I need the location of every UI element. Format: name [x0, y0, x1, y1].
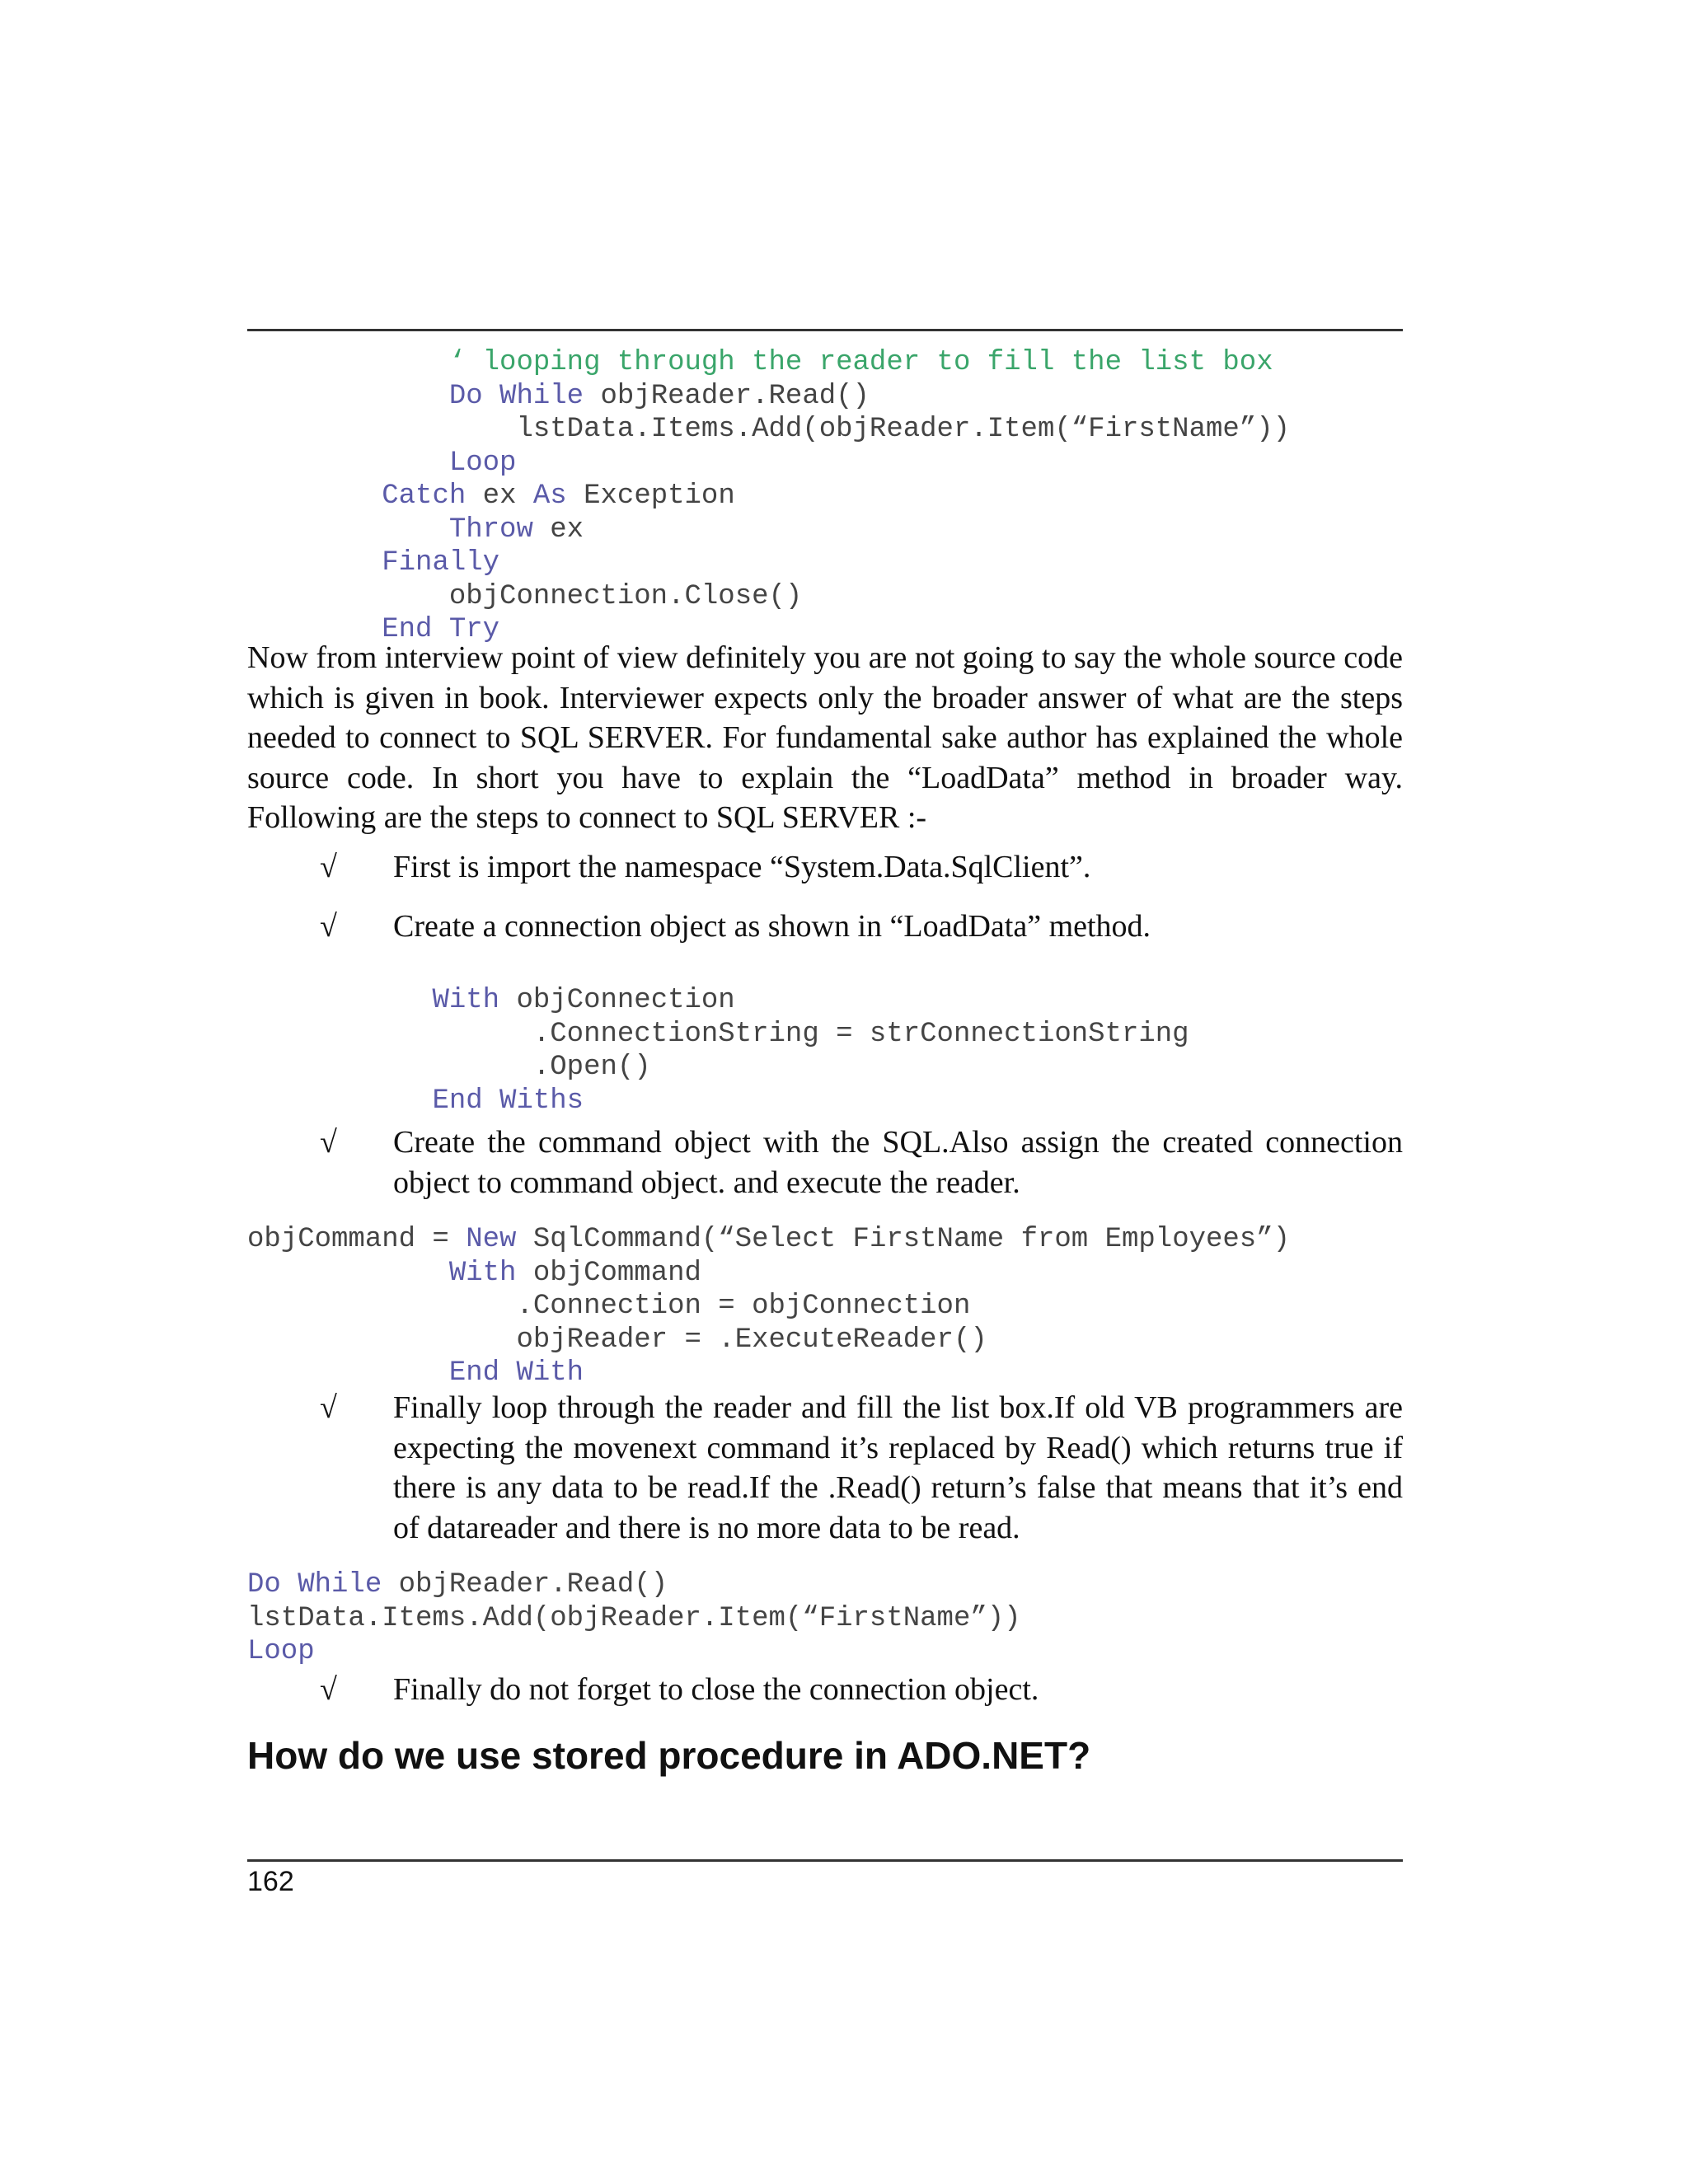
code-text: Exception: [566, 480, 735, 512]
check-mark-icon: √: [320, 850, 337, 884]
code-keyword: Catch: [382, 480, 467, 512]
code-keyword: End With: [448, 1357, 584, 1389]
code-line: [247, 1085, 1189, 1118]
header-rule: [247, 329, 1403, 331]
code-comment: ‘ looping through the reader to fill the list box: [448, 347, 1273, 378]
check-mark-icon: √: [320, 1125, 337, 1160]
code-block-try-catch: [247, 346, 1290, 647]
code-line: [247, 1290, 1290, 1324]
code-line: [247, 480, 1290, 513]
check-mark-icon: √: [320, 909, 337, 944]
code-text: ex: [466, 480, 533, 512]
code-text: .ConnectionString = strConnectionString: [532, 1018, 1189, 1050]
code-line: [247, 1635, 1021, 1669]
code-keyword: Throw: [448, 513, 533, 546]
code-keyword: With: [448, 1257, 517, 1289]
code-line: [247, 1257, 1290, 1291]
bullet-text: Create the command object with the SQL.Also assign the created connection object to command object. and execute the reader.: [393, 1125, 1403, 1200]
code-line: [247, 1602, 1021, 1636]
code-line: [247, 346, 1290, 380]
code-keyword: Do While: [448, 380, 584, 412]
code-block-command: [247, 1223, 1290, 1390]
code-block-do-while: [247, 1568, 1021, 1669]
code-line: [247, 447, 1290, 480]
code-line: [247, 513, 1290, 547]
code-text: objConnection.Close(): [448, 580, 803, 612]
bullet-text: Finally loop through the reader and fill the list box.If old VB programmers are expecting the movenext command it’s replaced by Read() which returns true if there is any data to be read.If the .Read() return’s false that means that it’s end of datareader and there is no more data to be read.: [393, 1390, 1403, 1545]
code-text: objCommand =: [247, 1224, 467, 1255]
code-line: [247, 984, 1189, 1018]
code-text: lstData.Items.Add(objReader.Item(“FirstName”)): [516, 414, 1291, 445]
code-line: [247, 1357, 1290, 1390]
code-keyword: End Withs: [432, 1085, 584, 1117]
code-keyword: New: [466, 1224, 517, 1255]
bullet-text: First is import the namespace “System.Data.SqlClient”.: [393, 850, 1091, 884]
code-line: [247, 1051, 1189, 1085]
bullet-text: Finally do not forget to close the connection object.: [393, 1672, 1039, 1707]
code-keyword: Do While: [247, 1569, 382, 1601]
bullet-text: Create a connection object as shown in “LoadData” method.: [393, 909, 1151, 944]
code-line: [247, 380, 1290, 414]
intro-paragraph: Now from interview point of view definitely you are not going to say the whole source code which is given in book. Interviewer expects only the broader answer of what are the steps needed to connect to SQL SERVER. For fundamental sake author has explained the whole source code. In short you have to explain the “LoadData” method in broader way. Following are the steps to connect to SQL SERVER :-: [247, 640, 1403, 835]
code-text: objConnection: [499, 985, 735, 1016]
code-text: objReader.Read(): [382, 1569, 668, 1601]
code-text: objReader.Read(): [584, 380, 870, 412]
code-text: .Open(): [532, 1052, 651, 1083]
code-text: lstData.Items.Add(objReader.Item(“FirstName”)): [247, 1602, 1021, 1634]
check-mark-icon: √: [320, 1390, 337, 1425]
page-number: 162: [247, 1866, 294, 1897]
code-text: ex: [532, 513, 584, 546]
code-keyword: Loop: [247, 1636, 315, 1667]
code-keyword: Finally: [382, 547, 500, 579]
code-text: objCommand: [516, 1257, 701, 1289]
code-keyword: With: [432, 985, 500, 1016]
code-keyword: As: [532, 480, 567, 512]
code-line: [247, 413, 1290, 447]
section-heading: How do we use stored procedure in ADO.NET?: [247, 1734, 1091, 1777]
code-line: [247, 1324, 1290, 1357]
check-mark-icon: √: [320, 1672, 337, 1707]
footer-rule: [247, 1859, 1403, 1862]
code-line: [247, 1223, 1290, 1257]
code-line: [247, 546, 1290, 580]
code-text: objReader = .ExecuteReader(): [516, 1324, 987, 1356]
code-keyword: Loop: [448, 447, 517, 479]
code-block-with-connection: [247, 984, 1189, 1118]
code-line: [247, 580, 1290, 614]
code-line: [247, 1568, 1021, 1602]
code-text: .Connection = objConnection: [516, 1291, 971, 1322]
code-line: [247, 1018, 1189, 1052]
code-text: SqlCommand(“Select FirstName from Employees”): [516, 1224, 1291, 1255]
code-keyword: End Try: [382, 614, 500, 645]
